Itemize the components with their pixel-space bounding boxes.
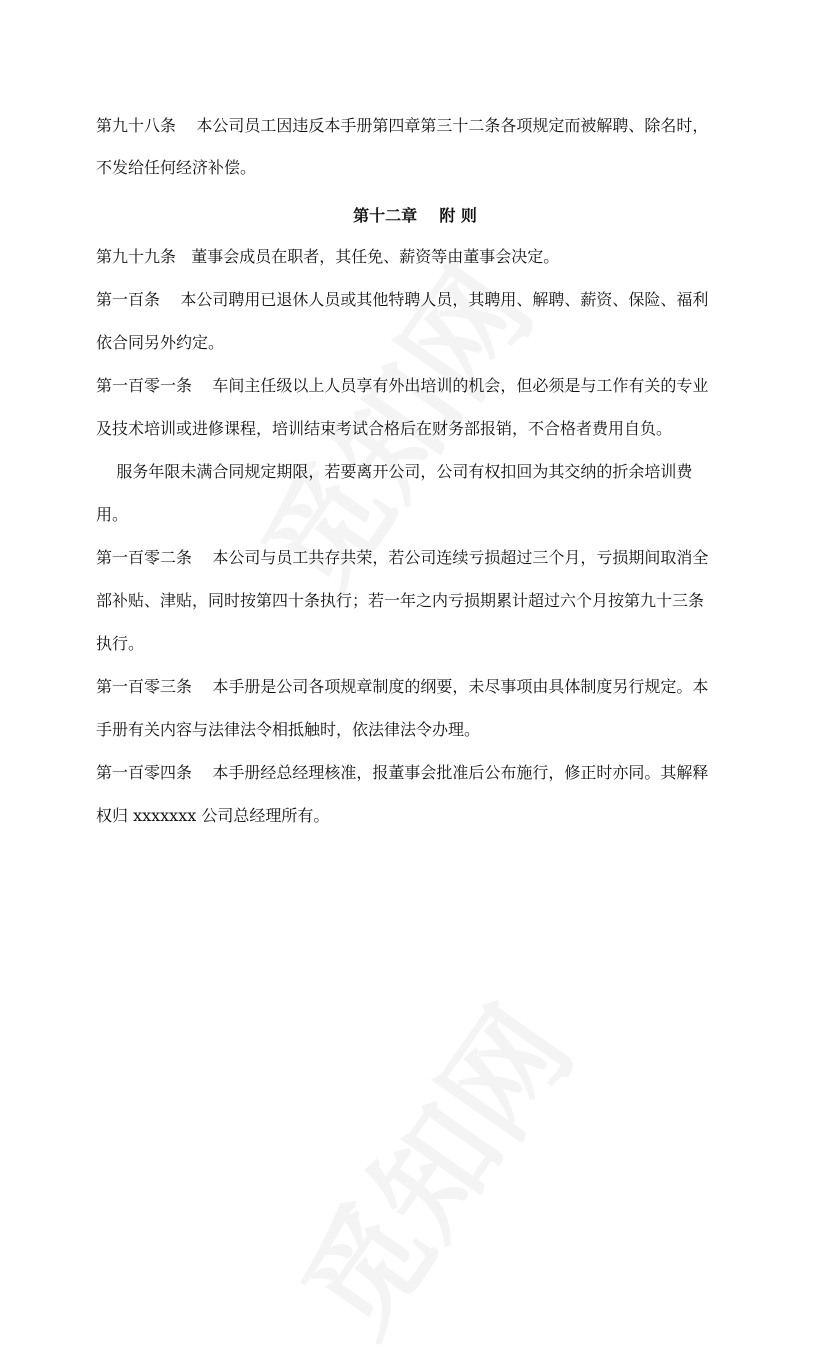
article-102-line-2: 部补贴、津贴，同时按第四十条执行；若一年之内亏损期累计超过六个月按第九十三条	[96, 591, 705, 610]
article-99-line-1: 第九十九条 董事会成员在职者，其任免、薪资等由董事会决定。	[96, 247, 560, 266]
article-100-line-1: 第一百条 本公司聘用已退休人员或其他特聘人员，其聘用、解聘、薪资、保险、福利	[96, 290, 709, 309]
watermark	[256, 969, 603, 1363]
chapter-heading: 第十二章 附 则	[353, 206, 477, 225]
article-103-line-2: 手册有关内容与法律法令相抵触时，依法律法令办理。	[96, 720, 481, 739]
article-98-line-2: 不发给任何经济补偿。	[96, 158, 257, 177]
article-104-line-2: 权归 xxxxxxx 公司总经理所有。	[96, 806, 330, 825]
article-101-line-1: 第一百零一条 车间主任级以上人员享有外出培训的机会，但必须是与工作有关的专业	[96, 376, 709, 395]
article-101-line-2: 及技术培训或进修课程，培训结束考试合格后在财务部报销，不合格者费用自负。	[96, 419, 673, 438]
article-101-para2-line-1: 服务年限未满合同规定期限，若要离开公司，公司有权扣回为其交纳的折余培训费	[96, 462, 693, 481]
article-102-line-1: 第一百零二条 本公司与员工共存共荣，若公司连续亏损超过三个月，亏损期间取消全	[96, 548, 709, 567]
article-102-line-3: 执行。	[96, 634, 145, 653]
article-103-line-1: 第一百零三条 本手册是公司各项规章制度的纲要，未尽事项由具体制度另行规定。本	[96, 677, 709, 696]
article-104-line-1: 第一百零四条 本手册经总经理核准，报董事会批准后公布施行，修正时亦同。其解释	[96, 763, 709, 782]
article-100-line-2: 依合同另外约定。	[96, 333, 225, 352]
article-101-para2-line-2: 用。	[96, 505, 129, 524]
article-98-line-1: 第九十八条 本公司员工因违反本手册第四章第三十二条各项规定而被解聘、除名时，	[96, 116, 709, 135]
